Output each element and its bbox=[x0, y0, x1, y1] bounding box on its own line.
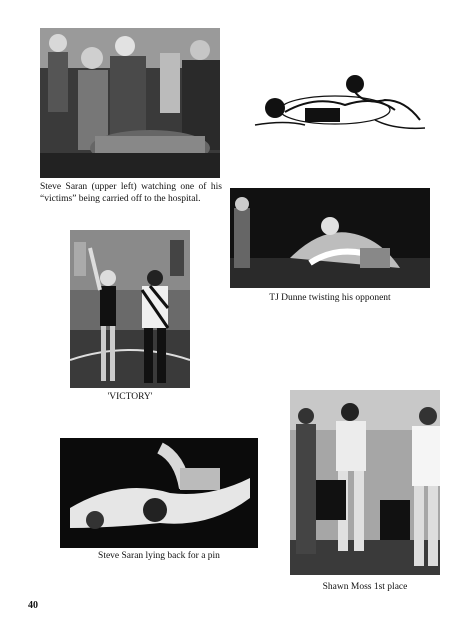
photo-crowd-stretcher bbox=[40, 28, 220, 178]
caption-victory-referee: 'VICTORY' bbox=[107, 392, 153, 402]
caption-first-place: Shawn Moss 1st place bbox=[322, 582, 408, 592]
photo-twisting-opponent bbox=[230, 188, 430, 288]
photo-lying-back-pin bbox=[60, 438, 258, 548]
photo-victory-referee bbox=[70, 230, 190, 388]
caption-crowd-stretcher: Steve Saran (upper left) watching one of his “victims” being carried off to the hospital. bbox=[40, 182, 222, 204]
caption-lying-back-pin: Steve Saran lying back for a pin bbox=[98, 551, 220, 561]
photo-first-place bbox=[290, 390, 440, 575]
page-number: 40 bbox=[28, 600, 38, 611]
caption-twisting-opponent: TJ Dunne twisting his opponent bbox=[269, 293, 391, 303]
photo-wrestler-sketch bbox=[245, 70, 430, 140]
